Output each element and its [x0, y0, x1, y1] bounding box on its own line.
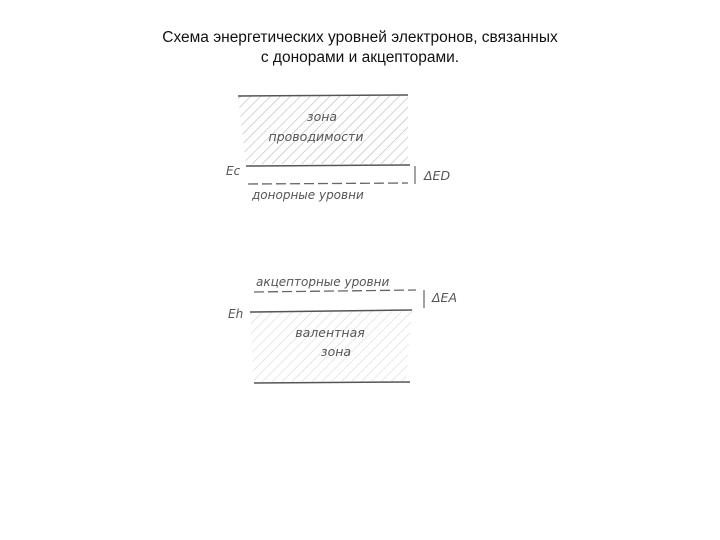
title-line-2: с донорами и акцепторами. — [260, 49, 460, 66]
ev-label: Eh — [228, 307, 244, 321]
valence-band-label-line2: зона — [320, 344, 352, 359]
ec-level-line — [246, 165, 410, 166]
acceptor-levels-label: акцепторные уровни — [256, 275, 390, 289]
acceptor-level-line — [254, 290, 416, 292]
donor-levels-label: донорные уровни — [252, 188, 364, 202]
conduction-band-label-line2: проводимости — [268, 129, 364, 144]
valence-band-label-line1: валентная — [295, 325, 365, 340]
valence-band-bottom-edge — [254, 382, 410, 383]
delta-ed-label: ΔED — [424, 168, 451, 183]
ec-label: Ec — [226, 164, 241, 178]
conduction-band-label-line1: зона — [306, 109, 338, 124]
donor-level-line — [248, 183, 408, 184]
delta-ea-label: ΔEA — [432, 290, 457, 305]
conduction-band-top-edge — [238, 95, 408, 96]
title-line-1: Схема энергетических уровней электронов, связанных — [162, 29, 558, 46]
